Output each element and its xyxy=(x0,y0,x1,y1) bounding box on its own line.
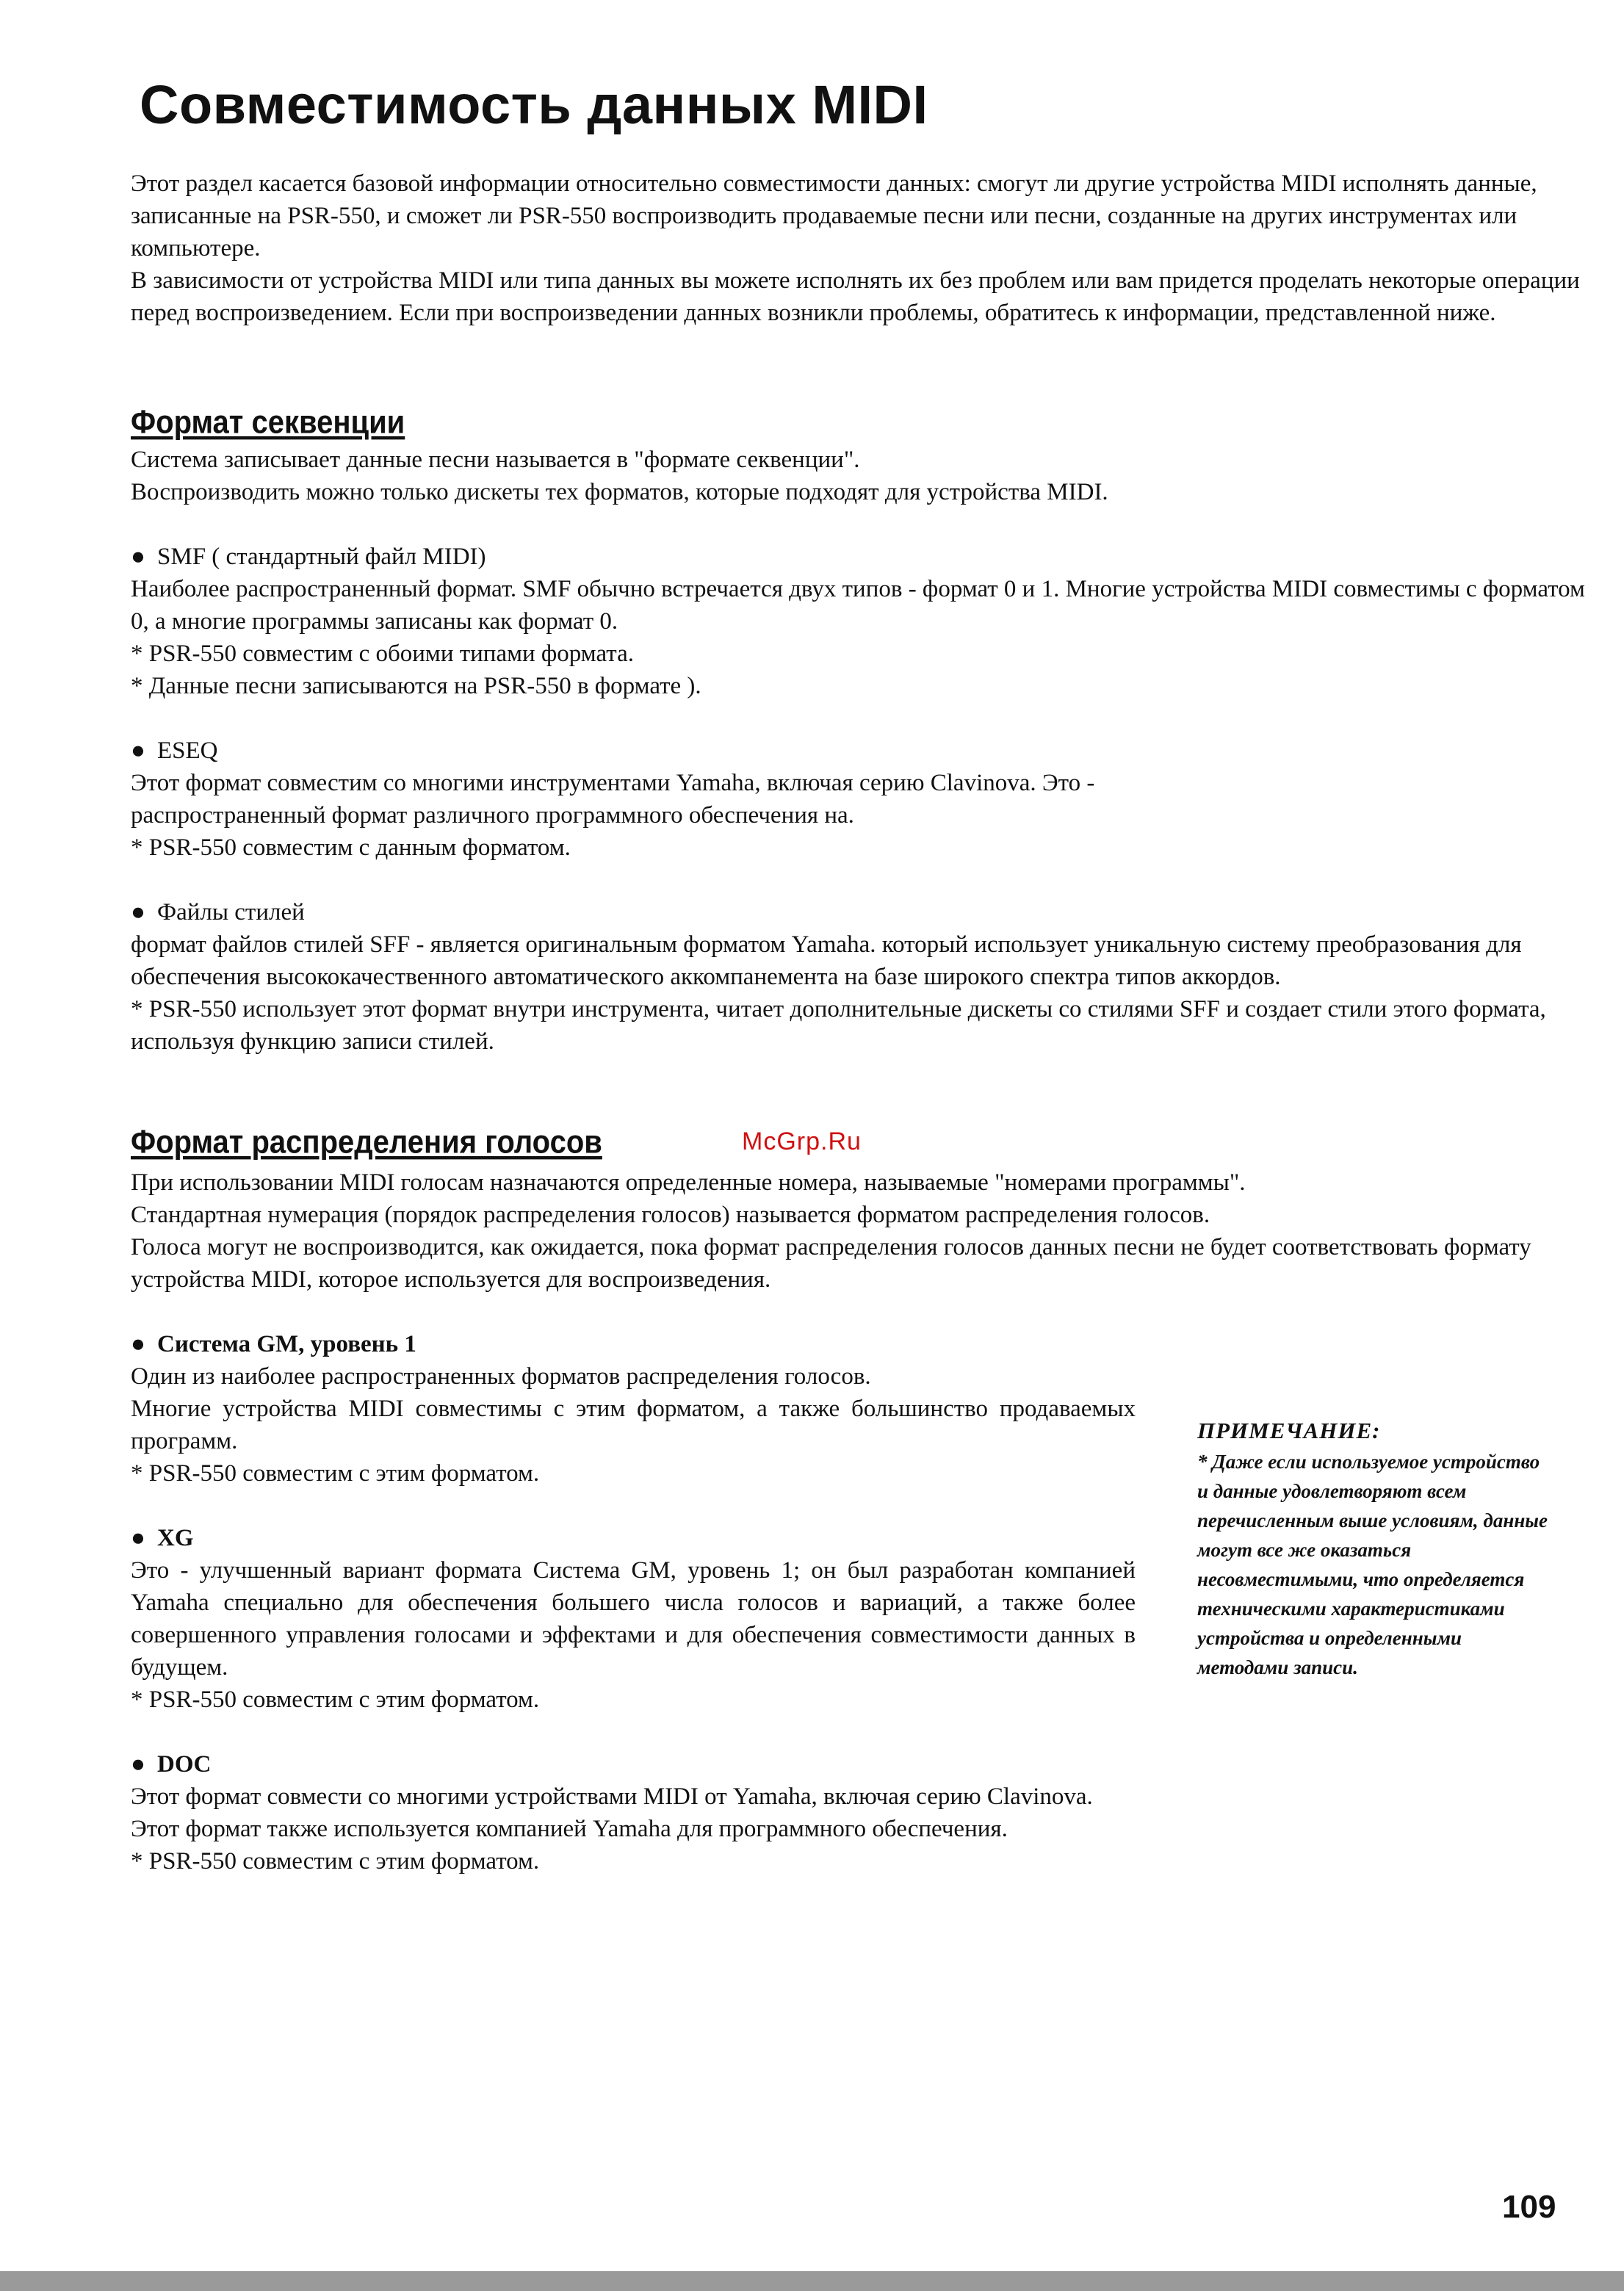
bullet-icon: ● xyxy=(131,737,145,764)
item-text: Этот формат совмести со многими устройствами MIDI от Yamaha, включая серию Clavinova. xyxy=(131,1783,1093,1810)
item-text: Этот формат также используется компанией Yamaha для программного обеспечения. xyxy=(131,1816,1008,1842)
item-title-gm-level-1: ● Система GM, уровень 1 xyxy=(131,1328,1585,1360)
watermark-text: McGrp.Ru xyxy=(742,1128,862,1155)
item-text: Это - улучшенный вариант формата Система GM, уровень 1; он был разработан компанией Yamaha специально для обеспечения большего числа голосов и вариаций, а также более совершенного управления голосами и эффектами и для обеспечения совместимости данных в будущем. xyxy=(131,1557,1136,1681)
sequence-format-block xyxy=(131,444,1585,1058)
bullet-icon: ● xyxy=(131,544,145,570)
scan-bottom-edge xyxy=(0,2271,1624,2291)
item-text: Один из наиболее распространенных форматов распределения голосов. xyxy=(131,1363,871,1390)
page-title: Совместимость данных MIDI xyxy=(140,74,928,135)
section-heading-voice-allocation: Формат распределения голосов xyxy=(131,1124,602,1161)
item-text: Наиболее распространенный формат. SMF обычно встречается двух типов - формат 0 и 1. Многие устройства MIDI совместимы с форматом 0, а многие программы записаны как формат 0. xyxy=(131,576,1585,635)
item-text: Многие устройства MIDI совместимы с этим форматом, а также большинство продаваемых программ. xyxy=(131,1396,1136,1454)
item-text: * PSR-550 совместим с этим форматом. xyxy=(131,1460,540,1487)
item-text: распространенный формат различного программного обеспечения на. xyxy=(131,802,854,829)
item-text: * PSR-550 совместим с этим форматом. xyxy=(131,1686,540,1713)
bullet-icon: ● xyxy=(131,899,145,926)
section-text: Воспроизводить можно только дискеты тех форматов, которые подходят для устройства MIDI. xyxy=(131,479,1108,505)
item-text: формат файлов стилей SFF - является оригинальным форматом Yamaha. который использует уникальную систему преобразования для обеспечения высококачественного автоматического аккомпанемента на базе широкого спектра типов аккордов. xyxy=(131,931,1522,990)
item-title-smf: ● SMF ( стандартный файл MIDI) xyxy=(131,541,1585,573)
bullet-icon: ● xyxy=(131,1525,145,1551)
section-text: Система записывает данные песни называется в "формате секвенции". xyxy=(131,447,860,473)
section-text: Стандартная нумерация (порядок распределения голосов) называется форматом распределения голосов. xyxy=(131,1202,1210,1228)
item-text: * PSR-550 использует этот формат внутри инструмента, читает дополнительные дискеты со стилями SFF и создает стили этого формата, используя функцию записи стилей. xyxy=(131,996,1546,1055)
item-title-xg: ● XG xyxy=(131,1522,1585,1554)
item-text: * Данные песни записываются на PSR-550 в формате ). xyxy=(131,673,701,699)
page-number: 109 xyxy=(1502,2189,1556,2225)
bullet-icon: ● xyxy=(131,1331,145,1357)
section-heading-sequence-format: Формат секвенции xyxy=(131,404,405,441)
bullet-icon: ● xyxy=(131,1751,145,1778)
side-note xyxy=(1197,1416,1550,1682)
section-text: Голоса могут не воспроизводится, как ожидается, пока формат распределения голосов данных песни не будет соответствовать формату устройства MIDI, которое используется для воспроизведения. xyxy=(131,1234,1531,1293)
item-text: * PSR-550 совместим с данным форматом. xyxy=(131,834,571,861)
intro-paragraph: В зависимости от устройства MIDI или типа данных вы можете исполнять их без проблем или вам придется проделать некоторые операции перед воспроизведением. Если при воспроизведении данных возникли проблемы, обратитесь к информации, представленной ниже. xyxy=(131,267,1580,326)
item-text: * PSR-550 совместим с этим форматом. xyxy=(131,1848,540,1875)
item-text: Этот формат совместим со многими инструментами Yamaha, включая серию Clavinova. Это - xyxy=(131,770,1095,796)
item-title-eseq: ● ESEQ xyxy=(131,735,1585,767)
item-title-style-files: ● Файлы стилей xyxy=(131,896,1585,928)
intro-paragraph: Этот раздел касается базовой информации относительно совместимости данных: смогут ли другие устройства MIDI исполнять данные, записанные на PSR-550, и сможет ли PSR-550 воспроизводить продаваемые песни или песни, созданные на других инструментах или компьютере. xyxy=(131,170,1537,261)
intro-block xyxy=(131,167,1585,329)
note-title: ПРИМЕЧАНИЕ: xyxy=(1197,1418,1381,1443)
item-title-doc: ● DOC xyxy=(131,1748,1585,1781)
note-text: * Даже если используемое устройство и данные удовлетворяют всем перечисленным выше условиям, данные могут все же оказаться несовместимыми, что определяется техническими характеристиками устройства и определенными методами записи. xyxy=(1197,1451,1548,1678)
section-text: При использовании MIDI голосам назначаются определенные номера, называемые "номерами программы". xyxy=(131,1169,1246,1196)
item-text: * PSR-550 совместим с обоими типами формата. xyxy=(131,641,634,667)
